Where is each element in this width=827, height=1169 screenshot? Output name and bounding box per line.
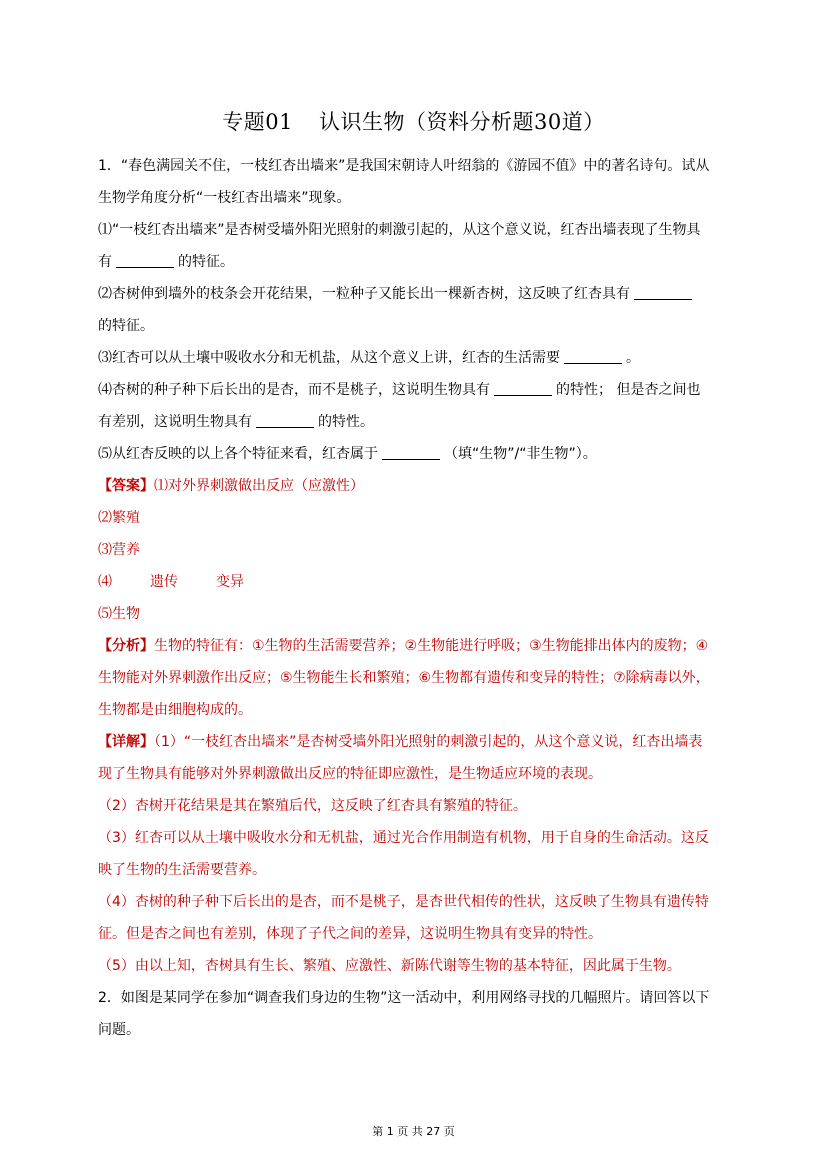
q1-part1-line1: ⑴“一枝红杏出墙来”是杏树受墙外阳光照射的刺激引起的，从这个意义说，红杏出墙表现了生物具: [98, 222, 701, 238]
q1-part4-line2-post: 的特性。: [318, 414, 374, 430]
answer-blank: [116, 253, 174, 268]
answer-blank: [634, 285, 692, 300]
detail-4-line1: （4）杏树的种子种下后长出的是杏，而不是桃子，是杏世代相传的性状，这反映了生物具有遗传特: [98, 894, 709, 910]
detail-3-line2: 映了生物的生活需要营养。: [98, 862, 266, 878]
answer-2: ⑵繁殖: [98, 510, 140, 526]
document-body: [98, 150, 738, 1046]
detail-1-line2: 现了生物具有能够对外界刺激做出反应的特征即应激性，是生物适应环境的表现。: [98, 766, 602, 782]
q1-part3: [98, 342, 738, 374]
analysis-text1: 生物的特征有：①生物的生活需要营养；②生物能进行呼吸；③生物能排出体内的废物；④: [154, 638, 709, 654]
analysis-line2: 生物能对外界刺激作出反应；⑤生物能生长和繁殖；⑥生物都有遗传和变异的特性；⑦除病毒以外，: [98, 670, 710, 686]
analysis-line3: 生物都是由细胞构成的。: [98, 702, 252, 718]
answer-blank: [564, 349, 622, 364]
q1-stem-line2: 生物学角度分析“一枝红杏出墙来”现象。: [98, 190, 351, 206]
q1-part3-pre: ⑶红杏可以从土壤中吸收水分和无机盐，从这个意义上讲，红杏的生活需要: [98, 350, 560, 366]
q1-part4-line1-pre: ⑷杏树的种子种下后长出的是杏，而不是桃子，这说明生物具有: [98, 382, 490, 398]
page-title: [0, 106, 827, 136]
answer-blank: [382, 445, 440, 460]
q1-part4-line2-pre: 有差别，这说明生物具有: [98, 414, 252, 430]
q1-stem-line1: 1．“春色满园关不住，一枝红杏出墙来”是我国宋朝诗人叶绍翁的《游园不值》中的著名诗句。试从: [98, 158, 710, 174]
answer-blank: [494, 381, 552, 396]
answer-4-first: 遗传: [150, 574, 178, 590]
detail-1-line1: （1）“一枝红杏出墙来”是杏树受墙外阳光照射的刺激引起的，从这个意义说，红杏出墙表: [154, 734, 703, 750]
q1-part4-line1: [98, 374, 738, 406]
q2-line1: 2．如图是某同学在参加“调查我们身边的生物”这一活动中，利用网络寻找的几幅照片。请回答以下: [98, 990, 710, 1006]
detail-tag: 【详解】: [98, 734, 154, 750]
detail-3-line1: （3）红杏可以从土壤中吸收水分和无机盐，通过光合作用制造有机物，用于自身的生命活动。这反: [98, 830, 709, 846]
q1-part4-line2: [98, 406, 738, 438]
detail-line1: [98, 726, 738, 758]
q1-part2-line1: [98, 278, 738, 310]
q1-part1-line2: [98, 246, 738, 278]
answer-line1: [98, 470, 738, 502]
answer-1: ⑴对外界刺激做出反应（应激性）: [154, 478, 364, 494]
q1-part2-line1-pre: ⑵杏树伸到墙外的枝条会开花结果，一粒种子又能长出一棵新杏树，这反映了红杏具有: [98, 286, 630, 302]
title-right: 认识生物（资料分析题30道）: [319, 110, 605, 134]
q1-part5-post: （填“生物”/“非生物”）。: [444, 446, 597, 462]
q2-line2: 问题。: [98, 1022, 140, 1038]
answer-tag: 【答案】: [98, 478, 154, 494]
analysis-tag: 【分析】: [98, 638, 154, 654]
answer-5: ⑸生物: [98, 606, 140, 622]
answer-3: ⑶营养: [98, 542, 140, 558]
detail-5: （5）由以上知，杏树具有生长、繁殖、应激性、新陈代谢等生物的基本特征，因此属于生物。: [98, 958, 681, 974]
analysis-line1: [98, 630, 738, 662]
answer-blank: [256, 413, 314, 428]
q1-part3-post: 。: [626, 350, 640, 366]
answer-4: [98, 566, 738, 598]
detail-4-line2: 征。但是杏之间也有差别，体现了子代之间的差异，这说明生物具有变异的特性。: [98, 926, 602, 942]
q1-part5-pre: ⑸从红杏反映的以上各个特征来看，红杏属于: [98, 446, 378, 462]
title-left: 专题01: [222, 110, 293, 134]
page-footer: 第 1 页 共 27 页: [372, 1125, 455, 1138]
q1-part2-line2: 的特征。: [98, 318, 154, 334]
q1-part5: [98, 438, 738, 470]
q1-part4-line1-post: 的特性； 但是杏之间也: [556, 382, 701, 398]
q1-part1-line2-post: 的特征。: [178, 254, 234, 270]
detail-2: （2）杏树开花结果是其在繁殖后代，这反映了红杏具有繁殖的特征。: [98, 798, 527, 814]
answer-4-second: 变异: [216, 574, 244, 590]
answer-4-num: ⑷: [98, 574, 112, 590]
q1-part1-line2-pre: 有: [98, 254, 112, 270]
